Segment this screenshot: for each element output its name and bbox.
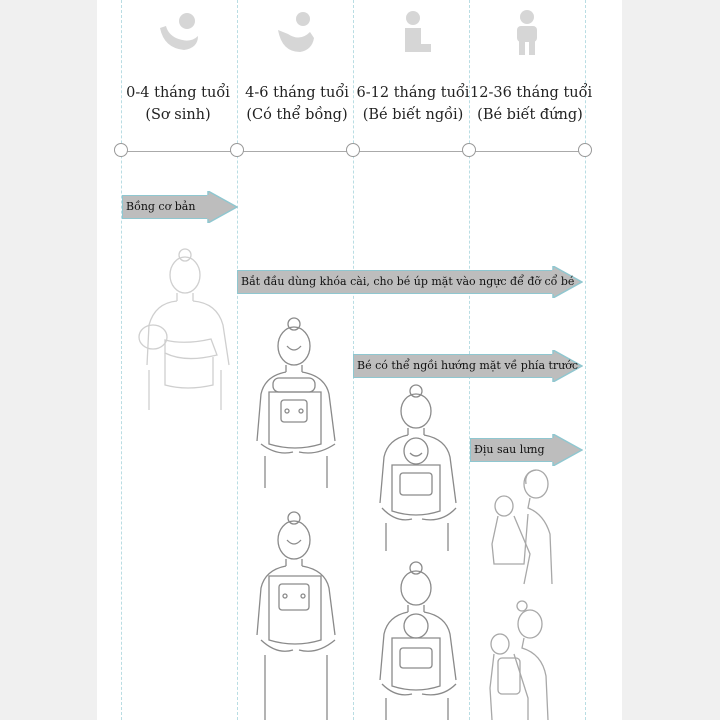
arrow-face-out [353,350,583,382]
arrow-label: Địu sau lưng [474,443,545,456]
standing-child-icon [502,8,552,58]
baby-held-icon [270,8,320,58]
arrow-back-carry [470,434,583,466]
stage-label-holdable [237,82,357,126]
arrow-face-in [237,266,583,298]
back-carry-illustration-2 [484,598,564,720]
back-carry-illustration [484,464,564,589]
sitting-baby-icon [387,8,437,58]
timeline-node [578,143,592,157]
timeline-node [462,143,476,157]
newborn-baby-icon [154,8,204,58]
timeline-node [346,143,360,157]
face-out-carrier-illustration-2 [372,560,462,720]
stage-age: 4-6 tháng tuổi [245,85,349,101]
timeline-node [114,143,128,157]
stage-age: 0-4 tháng tuổi [126,85,230,101]
face-out-carrier-illustration [372,383,462,553]
stage-description: (Có thể bồng) [246,107,348,123]
timeline-node [230,143,244,157]
basic-hold-illustration [125,245,235,415]
stage-description: (Bé biết ngồi) [362,107,464,123]
stage-description: (Sơ sinh) [145,107,211,123]
stage-label-newborn [118,82,238,126]
stage-label-sitting [353,82,473,126]
stage-age: 12-36 tháng tuổi [470,85,593,101]
stage-age: 6-12 tháng tuổi [356,85,470,101]
stage-label-standing [470,82,593,126]
face-in-carrier-illustration [247,316,347,491]
arrow-label: Bé có thể ngồi hướng mặt về phía trước [357,359,579,372]
face-in-carrier-illustration-2 [247,510,347,720]
arrow-basic-hold [122,191,238,223]
stage-description: (Bé biết đứng) [477,107,583,123]
arrow-label: Bắt đầu dùng khóa cài, cho bé úp mặt vào ngực để đỡ cổ bé [241,275,575,288]
arrow-label: Bồng cơ bản [126,200,196,213]
